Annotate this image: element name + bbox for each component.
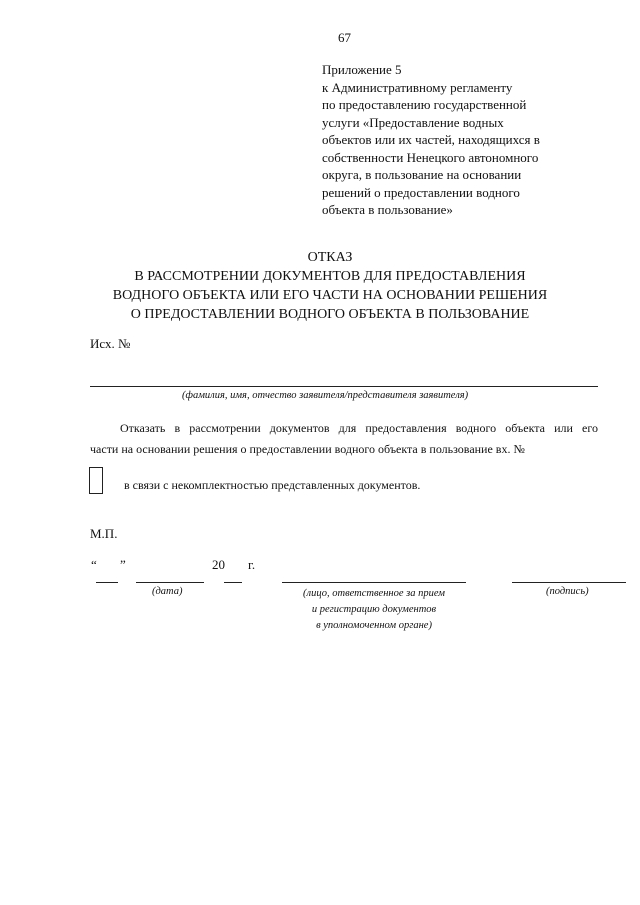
document-title xyxy=(0,248,640,324)
date-month-line xyxy=(136,582,204,583)
date-caption: (дата) xyxy=(152,586,183,597)
date-open-quote: “ xyxy=(91,557,97,572)
responsible-caption-line: (лицо, ответственное за прием xyxy=(303,588,445,599)
date-year-line xyxy=(224,582,242,583)
refusal-text-line: Отказать в рассмотрении документов для предоставления водного объекта или его xyxy=(120,421,598,435)
refusal-text xyxy=(90,418,598,460)
signature-line xyxy=(512,582,626,583)
appendix-line: по предоставлению государственной xyxy=(322,97,527,112)
appendix-line: объектов или их частей, находящихся в xyxy=(322,132,540,147)
appendix-header xyxy=(322,61,540,219)
reason-checkbox[interactable] xyxy=(89,467,103,494)
applicant-name-line xyxy=(90,386,598,387)
refusal-text-line: части на основании решения о предоставлении водного объекта в пользование вх. № xyxy=(90,442,525,456)
title-line: В РАССМОТРЕНИИ ДОКУМЕНТОВ ДЛЯ ПРЕДОСТАВЛЕНИЯ xyxy=(134,269,526,284)
date-year-suffix: г. xyxy=(248,557,256,572)
responsible-person-line xyxy=(282,582,466,583)
applicant-caption: (фамилия, имя, отчество заявителя/представителя заявителя) xyxy=(182,390,469,401)
title-line: ВОДНОГО ОБЪЕКТА ИЛИ ЕГО ЧАСТИ НА ОСНОВАНИИ РЕШЕНИЯ xyxy=(112,288,548,303)
responsible-caption xyxy=(282,586,466,634)
title-line: ОТКАЗ xyxy=(307,250,353,265)
signature-caption: (подпись) xyxy=(546,586,589,597)
appendix-line: Приложение 5 xyxy=(322,62,402,77)
appendix-line: округа, в пользование на основании xyxy=(322,167,522,182)
date-day-line xyxy=(96,582,118,583)
appendix-line: услуги «Предоставление водных xyxy=(322,114,504,130)
stamp-label: М.П. xyxy=(90,526,118,541)
date-close-quote: ” xyxy=(120,557,126,572)
appendix-line: решений о предоставлении водного xyxy=(322,184,520,200)
responsible-caption-line: в уполномоченном органе) xyxy=(316,620,432,631)
appendix-line: объекта в пользование» xyxy=(322,202,453,217)
title-line: О ПРЕДОСТАВЛЕНИИ ВОДНОГО ОБЪЕКТА В ПОЛЬЗОВАНИЕ xyxy=(130,307,530,322)
appendix-line: к Административному регламенту xyxy=(322,79,513,95)
outgoing-number-label: Исх. № xyxy=(90,336,131,351)
appendix-line: собственности Ненецкого автономного xyxy=(322,149,539,165)
reason-text: в связи с некомплектностью представленных документов. xyxy=(124,478,421,492)
date-year-prefix: 20 xyxy=(212,557,225,572)
page-number: 67 xyxy=(338,30,351,45)
responsible-caption-line: и регистрацию документов xyxy=(311,604,437,615)
